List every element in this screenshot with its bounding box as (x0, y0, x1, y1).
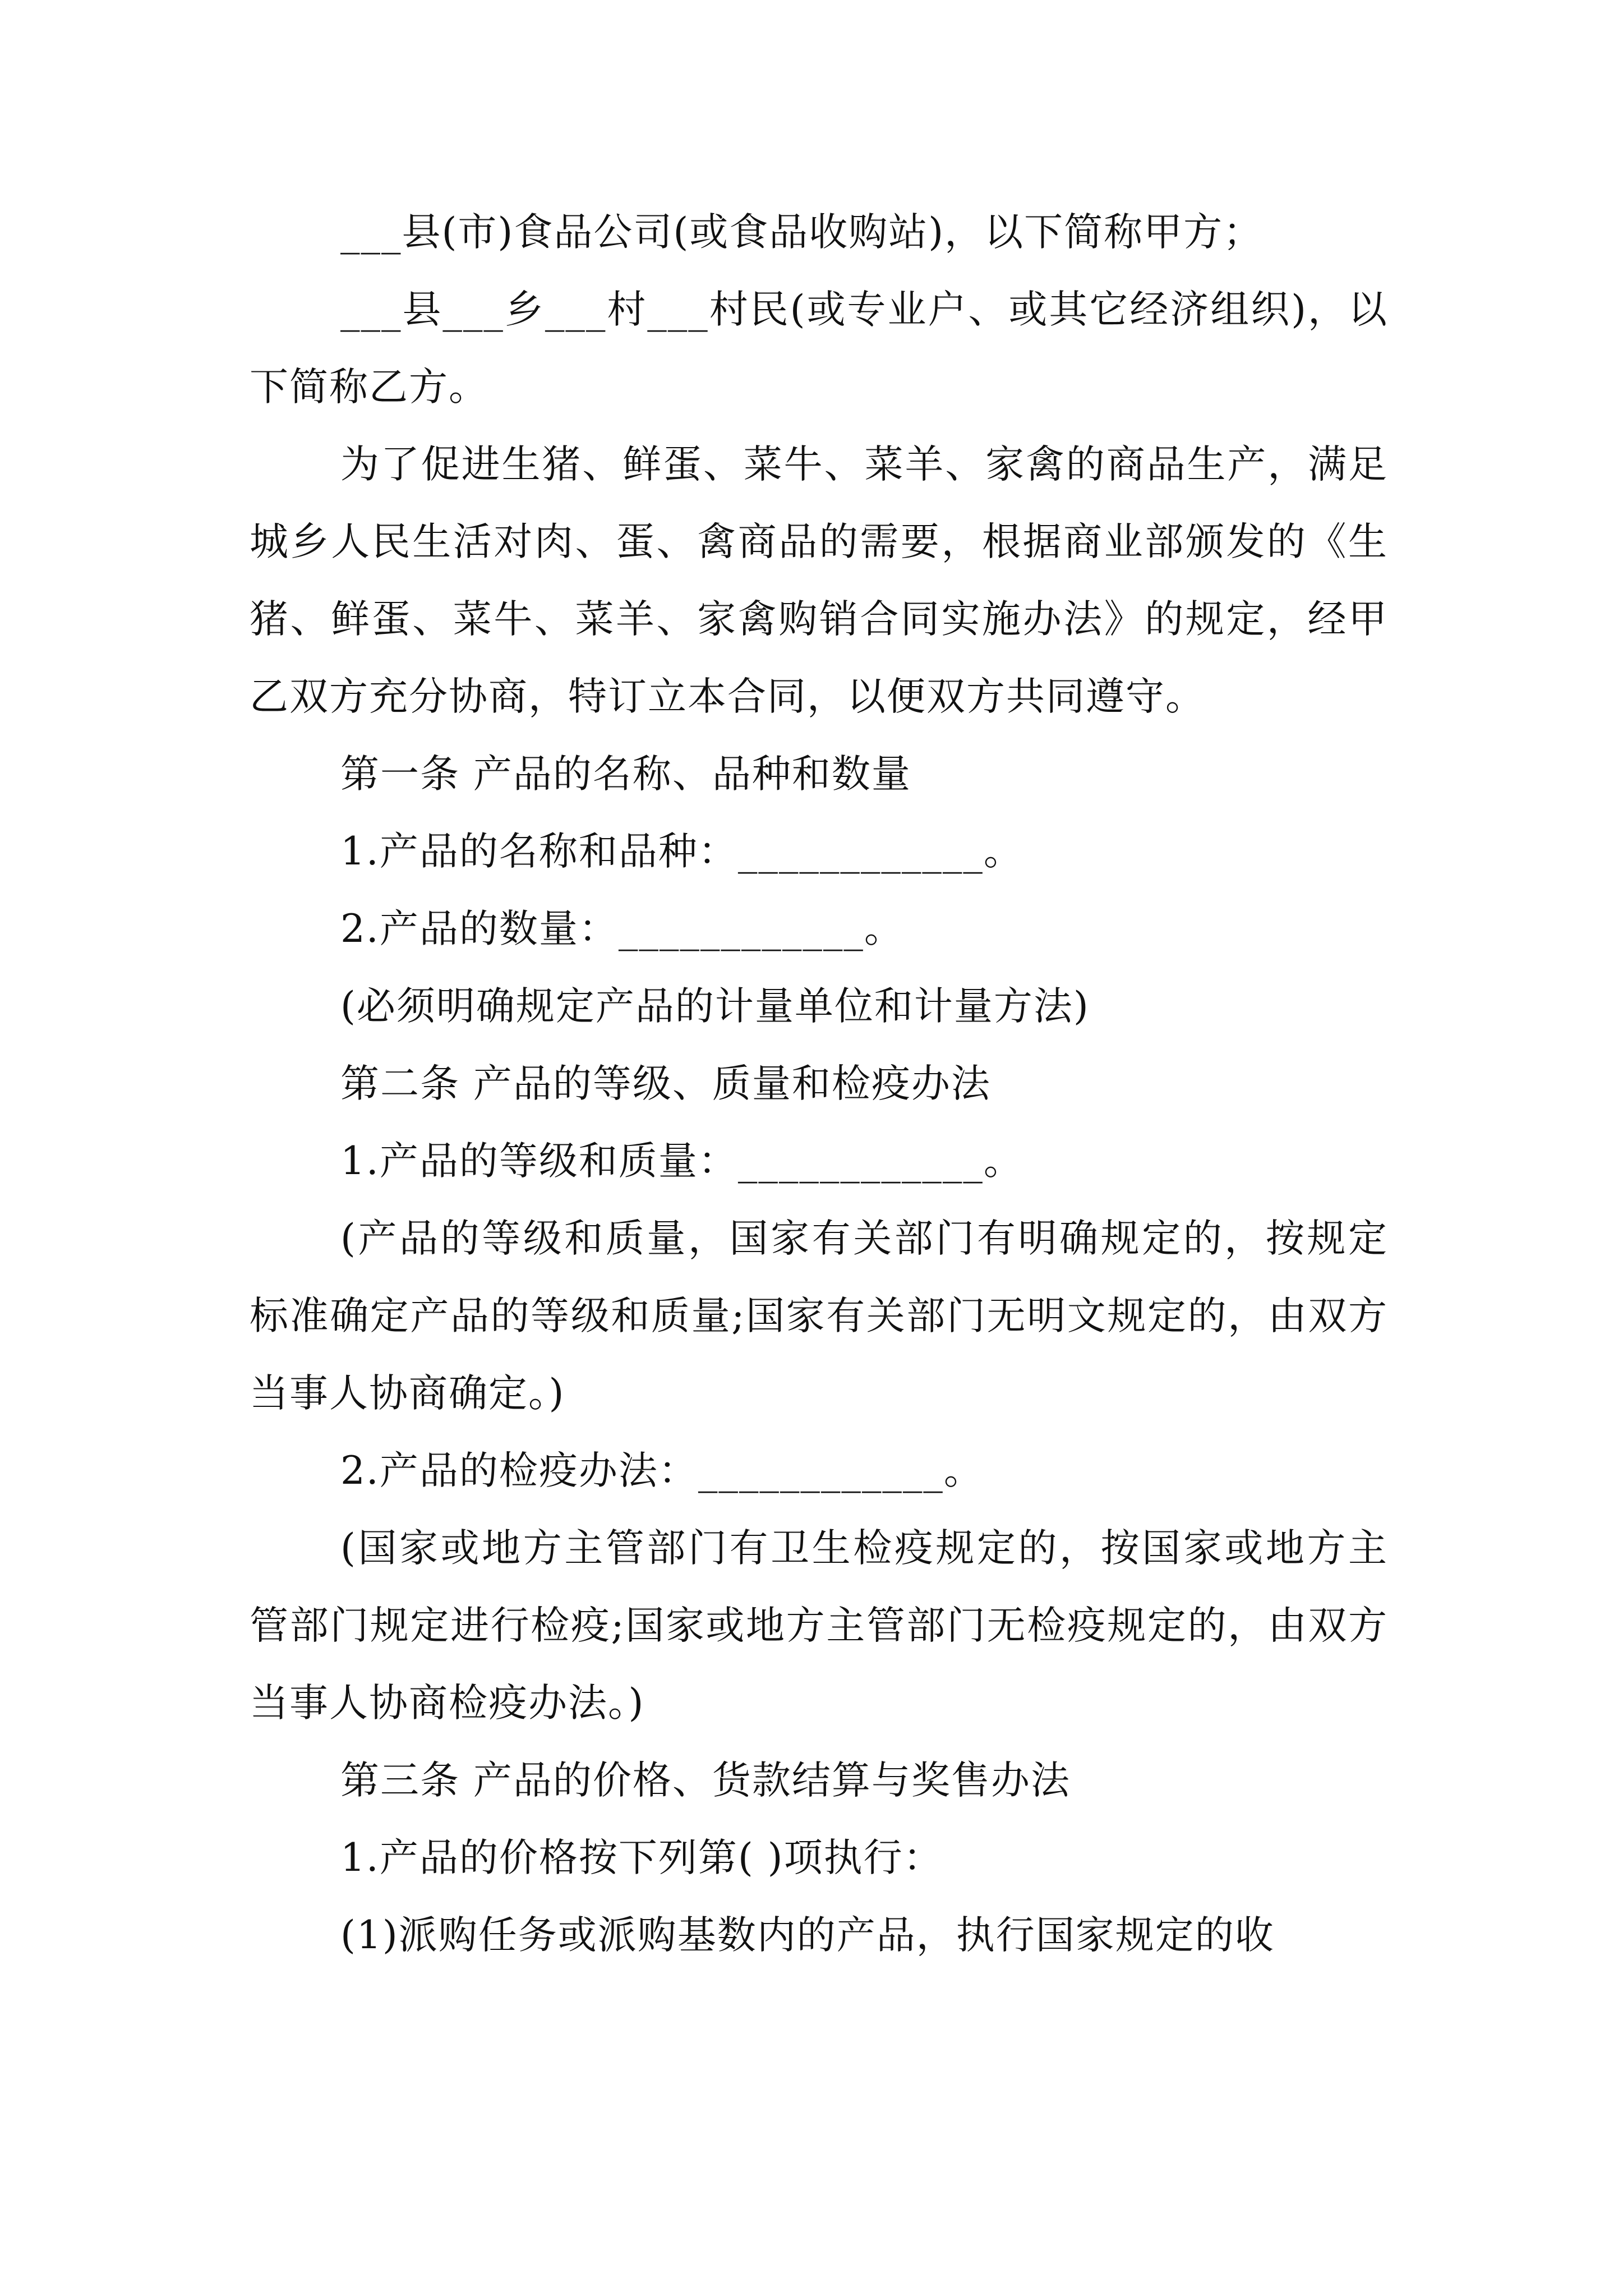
article-2-note-1: (产品的等级和质量，国家有关部门有明确规定的，按规定标准确定产品的等级和质量;国家有关部门无明文规定的，由双方当事人协商确定。) (250, 1216, 1388, 1416)
article-1-item-1: 1.产品的名称和品种：____________。 (340, 829, 1023, 874)
contract-body (250, 194, 1388, 1974)
preamble-paragraph: 为了促进生猪、鲜蛋、菜牛、菜羊、家禽的商品生产，满足城乡人民生活对肉、蛋、禽商品的需要，根据商业部颁发的《生猪、鲜蛋、菜牛、菜羊、家禽购销合同实施办法》的规定，经甲乙双方充分协商，特订立本合同，以便双方共同遵守。 (250, 442, 1388, 719)
party-a-line: ___县(市)食品公司(或食品收购站)，以下简称甲方； (340, 210, 1264, 255)
article-2-item-2: 2.产品的检疫办法：____________。 (340, 1448, 984, 1493)
article-1-item-2: 2.产品的数量：____________。 (340, 907, 904, 951)
article-2-item-1: 1.产品的等级和质量：____________。 (340, 1139, 1023, 1184)
article-2-note-2: (国家或地方主管部门有卫生检疫规定的，按国家或地方主管部门规定进行检疫;国家或地方主管部门无检疫规定的，由双方当事人协商检疫办法。) (250, 1526, 1388, 1726)
article-3-heading: 第三条 产品的价格、货款结算与奖售办法 (340, 1758, 1071, 1803)
article-3-subitem-1: (1)派购任务或派购基数内的产品，执行国家规定的收 (340, 1913, 1275, 1958)
party-b-line: ___县___乡___村___村民(或专业户、或其它经济组织)，以下简称乙方。 (250, 287, 1388, 409)
article-3-item-1: 1.产品的价格按下列第( )项执行： (340, 1835, 943, 1880)
article-1-note: (必须明确规定产品的计量单位和计量方法) (340, 984, 1090, 1029)
article-2-heading: 第二条 产品的等级、质量和检疫办法 (340, 1061, 991, 1106)
article-1-heading: 第一条 产品的名称、品种和数量 (340, 752, 911, 797)
